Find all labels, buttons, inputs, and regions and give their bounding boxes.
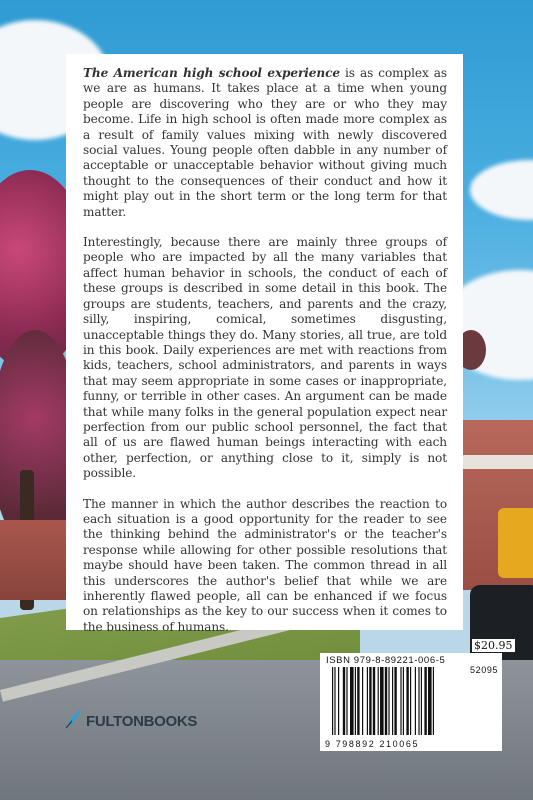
isbn-text: ISBN 979-8-89221-006-5: [326, 655, 446, 666]
blurb-panel: [66, 54, 463, 634]
price-label: $20.95: [474, 639, 513, 652]
ean-digits: 9 798892 210065: [325, 739, 420, 749]
barcode-graphic: [332, 667, 494, 735]
publisher-name: FULTONBOOKS: [86, 712, 198, 730]
blurb-paragraph-3: The manner in which the author describes the reaction to each situation is a good opportunity for the reader to see the thinking behind the administrator's or the teacher's response while allowing for other possible resolutions that maybe should have been taken. The common thread in all this underscores the author's belief that while we are inherently flawed people, all can be enhanced if we focus on relationships as the key to our success when it comes to the business of humans.: [83, 496, 447, 634]
school-roof: [463, 455, 533, 469]
publisher-logo: [64, 708, 197, 734]
isbn-barcode-block: [320, 653, 502, 751]
blurb-paragraph-2: Interestingly, because there are mainly three groups of people who are impacted by all the many variables that affect human behavior in schools, the conduct of each of these groups is described in some detail in this book. The groups are students, teachers, and parents and the crazy, silly, inspiring, comical, sometimes disgusting, unacceptable things they do. Many stories, all true, are told in this book. Daily experiences are met with reactions from kids, teachers, school administrators, and parents in ways that may seem appropriate in some cases or inappropriate, funny, or terrible in other cases. An argument can be made that while many folks in the general population expect near perfection from our public school personnel, the fact that all of us are flawed human beings interacting with each other, perfection, or anything close to it, simply is not possible.: [83, 235, 447, 481]
school-building-left: [0, 520, 66, 600]
school-bus: [498, 508, 533, 578]
blurb-paragraph-1-text: is as complex as we are as humans. It takes place at a time when young people are discovering who they are or who they may become. Life in high school is often made more complex as a result of family values mixing with newly discovered social values. Young people often dabble in any number of acceptable or unacceptable behavior without giving much thought to the consequences of their conduct and how it might play out in the short term or the long term for that matter.: [83, 66, 447, 219]
blurb-lead-phrase: The American high school experience: [83, 66, 340, 80]
price-addon-code: 52095: [470, 665, 499, 675]
quill-icon: [64, 708, 82, 734]
blurb-paragraph-1: [83, 66, 447, 220]
